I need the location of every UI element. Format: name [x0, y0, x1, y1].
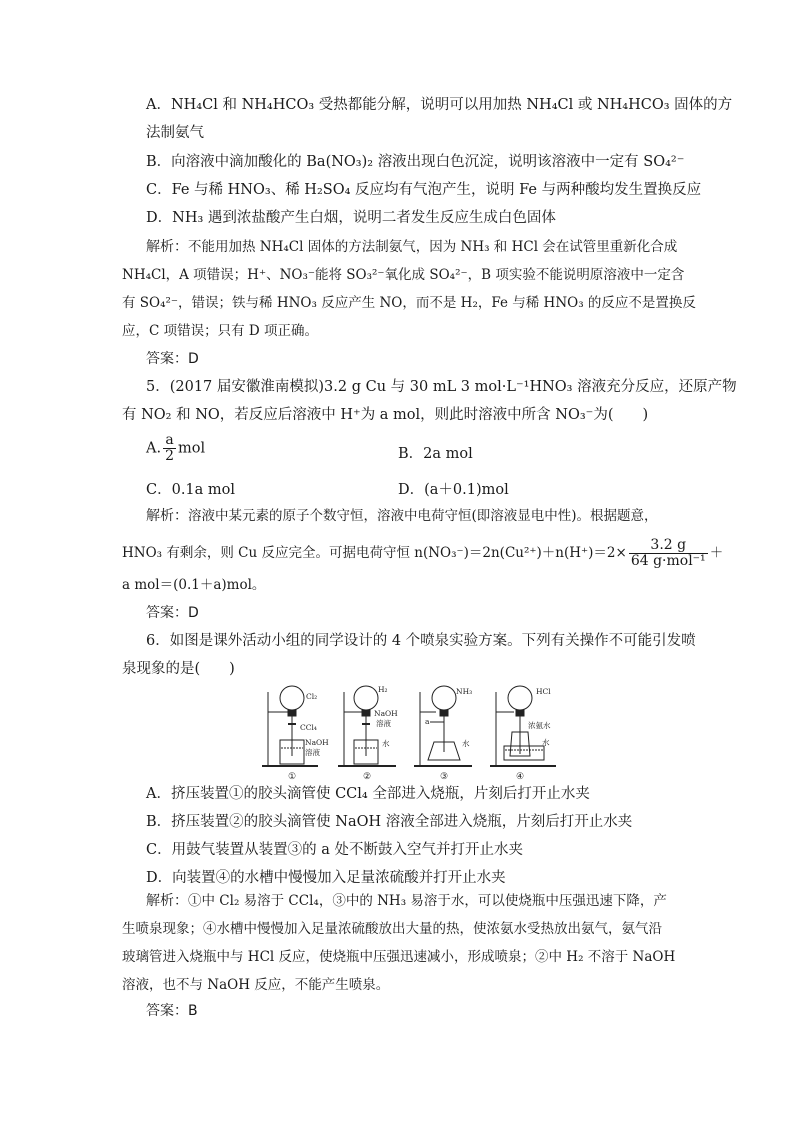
q6-option-d: D．向装置④的水槽中慢慢加入足量浓硫酸并打开止水夹	[146, 870, 506, 886]
setup-1-gas-label: Cl₂	[306, 692, 318, 701]
q4-option-b: B．向溶液中滴加酸化的 Ba(NO₃)₂ 溶液出现白色沉淀，说明该溶液中一定有 SO₄²⁻	[146, 154, 685, 170]
setup-3-number: ③	[440, 772, 449, 782]
setup-3-mark-a: a	[425, 717, 430, 726]
setup-2-water: 水	[382, 739, 390, 748]
q5-analysis-line2: HNO₃ 有剩余，则 Cu 反应完全。可据电荷守恒 n(NO₃⁻)＝2n(Cu²⁺)＋n(H⁺)＝2× $\frac{3.2 g}{\text{64 g·mol⁻¹}}$ ＋	[122, 537, 724, 569]
q4-option-d: D．NH₃ 遇到浓盐酸产生白烟，说明二者发生反应生成白色固体	[146, 210, 556, 226]
setup-1-liquid-c: 溶液	[305, 748, 320, 757]
q6-analysis-line4: 溶液，也不与 NaOH 反应，不能产生喷泉。	[122, 977, 390, 993]
q4-analysis-line2: NH₄Cl，A 项错误；H⁺、NO₃⁻能将 SO₃²⁻氧化成 SO₄²⁻，B 项实验不能说明原溶液中一定含	[122, 267, 685, 283]
q5-stem-line2: 有 NO₂ 和 NO，若反应后溶液中 H⁺为 a mol，则此时溶液中所含 NO₃⁻为( )	[122, 407, 649, 423]
analysis-label: 解析：	[146, 239, 188, 255]
setup-1	[262, 686, 329, 782]
setup-1-liquid-a: CCl₄	[300, 723, 317, 732]
q6-option-b: B．挤压装置②的胶头滴管使 NaOH 溶液全部进入烧瓶，片刻后打开止水夹	[146, 814, 633, 830]
q5-analysis-line1: 解析：溶液中某元素的原子个数守恒，溶液中电荷守恒(即溶液显电中性)。根据题意，	[146, 508, 658, 524]
q4-option-c: C．Fe 与稀 HNO₃、稀 H₂SO₄ 反应均有气泡产生，说明 Fe 与两种酸均发生置换反应	[146, 182, 702, 198]
q5-answer: 答案：D	[146, 605, 199, 621]
setup-4-gas-label: HCl	[536, 687, 551, 696]
setup-3-water: 水	[462, 739, 470, 748]
setup-2-gas-label: H₂	[378, 685, 388, 694]
setup-1-number: ①	[288, 772, 297, 782]
q6-option-c: C．用鼓气装置从装置③的 a 处不断鼓入空气并打开止水夹	[146, 842, 523, 858]
q6-stem-line1: 6．如图是课外活动小组的同学设计的 4 个喷泉实验方案。下列有关操作不可能引发喷	[146, 633, 696, 649]
q6-analysis-line2: 生喷泉现象；④水槽中慢慢加入足量浓硫酸放出大量的热，使浓氨水受热放出氨气，氨气沿	[122, 921, 662, 937]
q4-option-a-line1: A．NH₄Cl 和 NH₄HCO₃ 受热都能分解，说明可以用加热 NH₄Cl 或 NH₄HCO₃ 固体的方	[146, 97, 733, 113]
setup-3-gas-label: NH₃	[456, 687, 473, 696]
q6-answer: 答案：B	[146, 1003, 198, 1019]
q6-analysis-line1: 解析：①中 Cl₂ 易溶于 CCl₄，③中的 NH₃ 易溶于水，可以使烧瓶中压强迅速下降，产	[146, 893, 667, 909]
setup-2-liquid-b: 溶液	[376, 719, 391, 728]
analysis-label: 解析：	[146, 508, 188, 524]
setup-2-number: ②	[363, 772, 372, 782]
setup-4-water: 水	[542, 738, 550, 747]
fountain-apparatus-figure	[258, 682, 558, 782]
q4-answer: 答案：D	[146, 351, 199, 367]
q5-option-c: C．0.1a mol	[146, 482, 236, 498]
q5-option-a-fraction: $\frac{a}{2}$	[165, 432, 175, 464]
q5-option-d: D．(a＋0.1)mol	[398, 482, 509, 498]
analysis-label: 解析：	[146, 893, 188, 909]
setup-3	[414, 686, 472, 782]
q5-analysis-fraction: $\frac{3.2 g}{\text{64 g·mol⁻¹}}$	[630, 537, 706, 569]
setup-4	[490, 686, 556, 782]
setup-1-liquid-b: NaOH	[305, 738, 329, 747]
q4-analysis-line3: 有 SO₄²⁻，错误；铁与稀 HNO₃ 反应产生 NO，而不是 H₂，Fe 与稀 HNO₃ 的反应不是置换反	[122, 295, 696, 311]
q4-analysis-line4: 应，C 项错误；只有 D 项正确。	[122, 323, 319, 339]
setup-4-number: ④	[516, 772, 525, 782]
setup-4-liquid: 浓氨水	[528, 721, 551, 730]
q5-stem-line1: 5．(2017 届安徽淮南模拟)3.2 g Cu 与 30 mL 3 mol·L⁻¹HNO₃ 溶液充分反应，还原产物	[146, 379, 737, 395]
setup-2-liquid-a: NaOH	[374, 709, 398, 718]
q5-analysis-line3: a mol＝(0.1＋a)mol。	[122, 577, 266, 593]
setup-2	[338, 685, 398, 782]
q6-stem-line2: 泉现象的是( )	[122, 661, 235, 677]
q5-option-b: B．2a mol	[398, 446, 473, 462]
q5-option-a: A. $\frac{a}{2}$ mol	[146, 432, 206, 464]
q4-option-a-line2: 法制氨气	[146, 125, 204, 141]
q4-analysis-line1: 解析：不能用加热 NH₄Cl 固体的方法制氨气，因为 NH₃ 和 HCl 会在试管里重新化合成	[146, 239, 678, 255]
q6-option-a: A．挤压装置①的胶头滴管使 CCl₄ 全部进入烧瓶，片刻后打开止水夹	[146, 786, 590, 802]
q6-analysis-line3: 玻璃管进入烧瓶中与 HCl 反应，使烧瓶中压强迅速减小，形成喷泉；②中 H₂ 不溶于 NaOH	[122, 949, 676, 965]
